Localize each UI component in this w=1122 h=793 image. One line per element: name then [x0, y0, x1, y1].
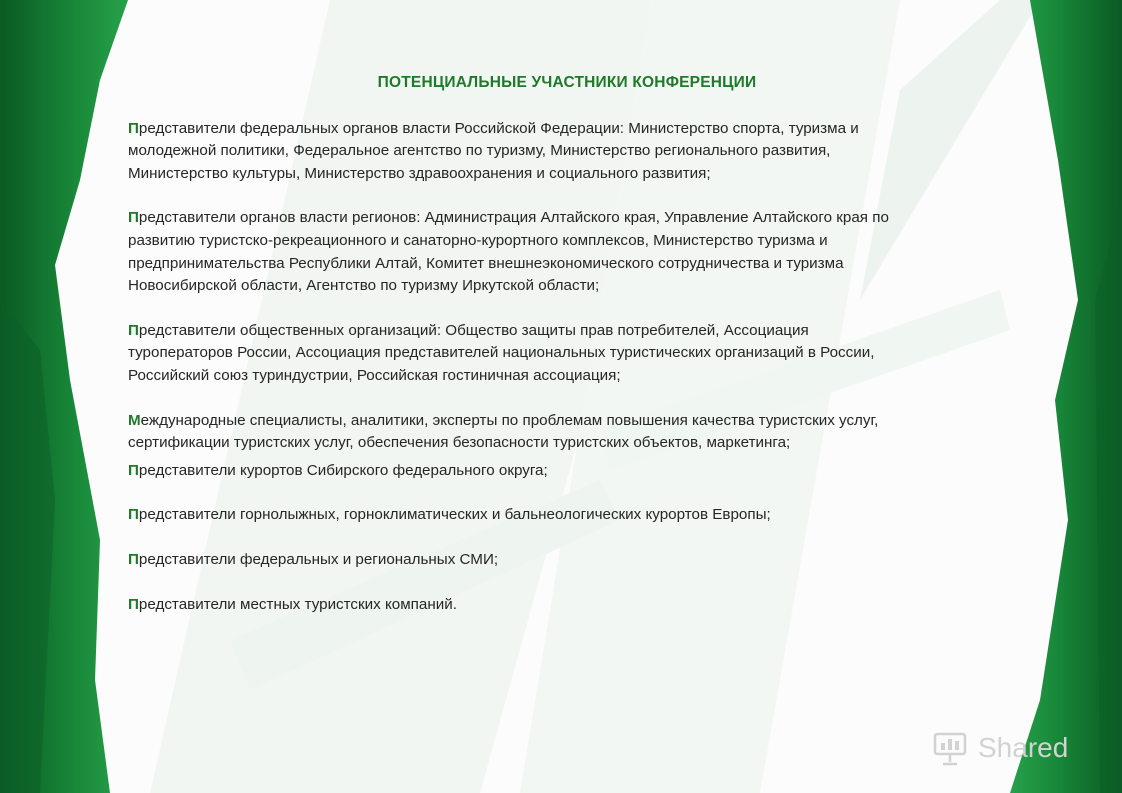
paragraph-line	[128, 207, 998, 230]
highlighted-initial-letter: М	[128, 411, 141, 429]
line-text: Новосибирской области, Агентство по туризму Иркутской области;	[128, 277, 600, 295]
paragraph-spacer	[128, 482, 998, 504]
paragraph-line	[128, 594, 998, 617]
line-text: Российский союз туриндустрии, Российская гостиничная ассоциация;	[128, 366, 621, 384]
paragraph-line	[128, 118, 998, 141]
paragraph-line	[128, 342, 998, 365]
paragraph-line	[128, 460, 998, 483]
highlighted-initial-letter: П	[128, 321, 139, 339]
line-text: еждународные специалисты, аналитики, эксперты по проблемам повышения качества туристских услуг,	[140, 411, 879, 429]
line-text: сертификации туристских услуг, обеспечения безопасности туристских объектов, маркетинга;	[128, 434, 791, 452]
paragraph-line	[128, 163, 998, 186]
line-text: туроператоров России, Ассоциация представителей национальных туристических организаций в России,	[128, 344, 875, 362]
participant-paragraph	[128, 504, 998, 527]
paragraph-line	[128, 320, 998, 343]
line-text: молодежной политики, Федеральное агентство по туризму, Министерство регионального развития,	[128, 142, 831, 160]
participant-paragraph	[128, 118, 998, 186]
highlighted-initial-letter: П	[128, 506, 139, 524]
participant-paragraph	[128, 549, 998, 572]
line-text: Министерство культуры, Министерство здравоохранения и социального развития;	[128, 164, 711, 182]
participant-paragraph	[128, 207, 998, 297]
paragraph-line	[128, 253, 998, 276]
line-text: редставители местных туристских компаний.	[138, 595, 457, 613]
line-text: развитию туристско-рекреационного и санаторно-курортного комплексов, Министерство туризма и	[128, 231, 828, 249]
paragraph-line	[128, 365, 998, 388]
highlighted-initial-letter: П	[128, 461, 139, 479]
highlighted-initial-letter: П	[128, 119, 139, 137]
line-text: редставители федеральных органов власти Российской Федерации: Министерство спорта, туризма и	[138, 119, 859, 137]
line-text: редставители курортов Сибирского федерального округа;	[138, 461, 548, 479]
highlighted-initial-letter: П	[128, 550, 139, 568]
paragraph-spacer	[128, 388, 998, 410]
paragraph-line	[128, 410, 998, 433]
line-text: предпринимательства Республики Алтай, Комитет внешнеэкономического сотрудничества и туризма	[128, 254, 844, 272]
paragraph-spacer	[128, 527, 998, 549]
line-text: редставители горнолыжных, горноклиматических и бальнеологических курортов Европы;	[138, 506, 771, 524]
paragraph-line	[128, 432, 998, 455]
line-text: редставители общественных организаций: Общество защиты прав потребителей, Ассоциация	[138, 321, 809, 339]
watermark-text: Shared	[978, 732, 1069, 763]
participant-paragraph	[128, 460, 998, 483]
conference-participants-section	[128, 72, 998, 616]
slideshare-watermark	[930, 728, 1068, 768]
highlighted-initial-letter: П	[128, 595, 139, 613]
paragraph-spacer	[128, 185, 998, 207]
highlighted-initial-letter: П	[128, 209, 139, 227]
presentation-board-icon	[930, 728, 970, 768]
paragraph-line	[128, 140, 998, 163]
participant-paragraph	[128, 594, 998, 617]
paragraph-line	[128, 504, 998, 527]
participants-list	[128, 118, 998, 617]
paragraph-spacer	[128, 298, 998, 320]
participant-paragraph	[128, 320, 998, 388]
paragraph-line	[128, 549, 998, 572]
paragraph-line	[128, 275, 998, 298]
line-text: редставители федеральных и региональных СМИ;	[138, 550, 499, 568]
line-text: редставители органов власти регионов: Администрация Алтайского края, Управление Алтайского края по	[138, 209, 889, 227]
participant-paragraph	[128, 410, 998, 455]
page-title: ПОТЕНЦИАЛЬНЫЕ УЧАСТНИКИ КОНФЕРЕНЦИИ	[377, 74, 757, 91]
paragraph-line	[128, 230, 998, 253]
paragraph-spacer	[128, 572, 998, 594]
